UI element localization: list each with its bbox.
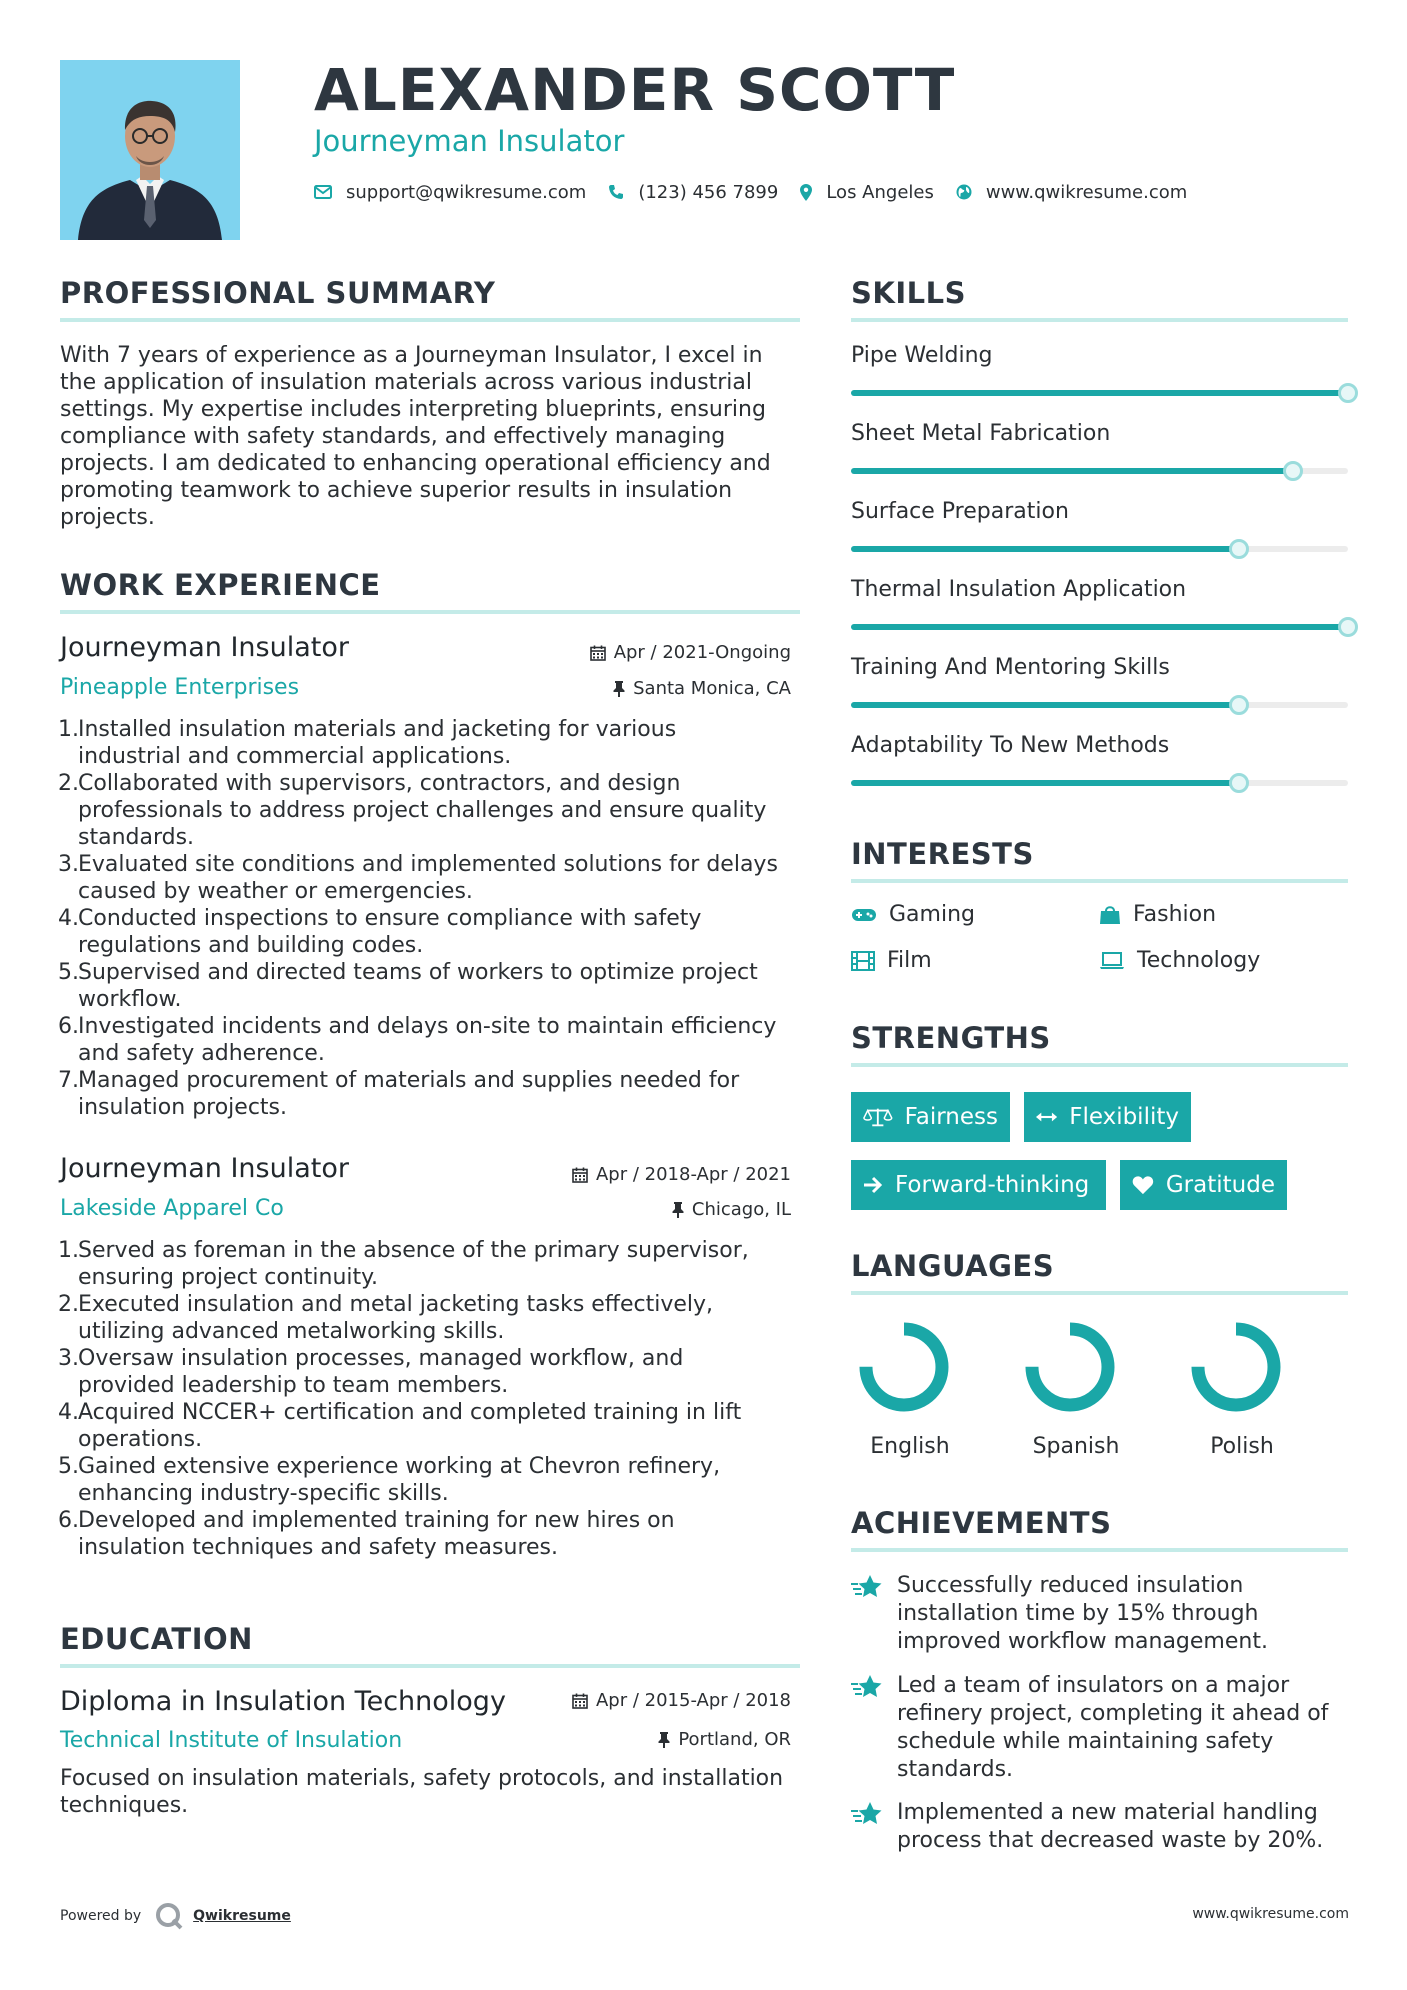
skills-heading: SKILLS [851,276,966,310]
interest-item [1099,902,1216,927]
languages-heading: LANGUAGES [851,1249,1055,1283]
candidate-name: ALEXANDER SCOTT [314,56,956,124]
achievement-item [851,1572,1351,1656]
skill-bar-fill [851,780,1239,786]
summary-line: settings. My expertise includes interpreting blueprints, ensuring [60,397,766,422]
list-item: Gained extensive experience working at Chevron refinery, enhancing industry-specific skills. [78,1454,721,1506]
education-dates-text: Apr / 2015-Apr / 2018 [595,1690,791,1711]
skill-bar [851,624,1348,630]
achievements-divider [851,1548,1348,1552]
laptop-icon [1099,952,1125,970]
list-item: Collaborated with supervisors, contractors, and design professionals to address project challenges and ensure quality standards. [78,771,767,850]
skill-bar [851,546,1348,552]
summary-line: With 7 years of experience as a Journeyman Insulator, I excel in [60,343,763,368]
job-dates [590,642,791,663]
interests-heading: INTERESTS [851,837,1034,871]
achievement-text: Successfully reduced insulation installation time by 15% through improved workflow management. [897,1573,1268,1654]
pushpin-icon [672,1202,684,1218]
job-dates-text: Apr / 2018-Apr / 2021 [595,1164,791,1185]
pushpin-icon [613,681,625,697]
contact-email[interactable] [314,182,586,203]
strength-label: Forward-thinking [895,1172,1090,1198]
list-item: Investigated incidents and delays on-site to maintain efficiency and safety adherence. [78,1014,777,1066]
film-icon [851,951,875,971]
list-item: Supervised and directed teams of workers to optimize project workflow. [78,960,758,1012]
skill-label: Thermal Insulation Application [851,577,1187,602]
interests-divider [851,879,1348,883]
achievement-text: Led a team of insulators on a major refinery project, completing it ahead of schedule while maintaining safety standards. [897,1673,1329,1782]
globe-icon [956,184,972,200]
skill-bar-fill [851,702,1239,708]
list-item: Oversaw insulation processes, managed workflow, and provided leadership to team members. [78,1346,684,1398]
skills-divider [851,318,1348,322]
calendar-icon [590,645,606,661]
education-heading: EDUCATION [60,1622,253,1656]
skill-bar-knob [1229,773,1249,793]
skill-bar-knob [1229,539,1249,559]
summary-line: compliance with safety standards, and effectively managing [60,424,726,449]
job-location-text: Santa Monica, CA [633,678,791,699]
job-dates-text: Apr / 2021-Ongoing [613,642,791,663]
experience-divider [60,610,800,614]
interest-label: Technology [1137,948,1261,973]
contact-bar [314,180,1209,204]
skill-bar-fill [851,390,1348,396]
summary-divider [60,318,800,322]
strength-badge [1120,1160,1287,1210]
skill-bar-knob [1338,383,1358,403]
contact-phone[interactable] [608,182,778,203]
summary-line: the application of insulation materials across various industrial [60,370,752,395]
skill-label: Adaptability To New Methods [851,733,1170,758]
language-label: Polish [1210,1434,1274,1459]
skill-label: Sheet Metal Fabrication [851,421,1111,446]
skill-bar [851,780,1348,786]
education-divider [60,1664,800,1668]
pushpin-icon [658,1732,670,1748]
strength-label: Fairness [904,1104,998,1130]
interest-item [851,902,975,927]
contact-email-text: support@qwikresume.com [346,181,587,203]
calendar-icon [572,1693,588,1709]
job-dates [572,1164,791,1185]
strength-badge [851,1092,1010,1142]
skill-bar [851,702,1348,708]
summary-line: promoting teamwork to achieve superior results in insulation [60,478,733,503]
education-description [60,1765,783,1819]
qwikresume-logo-icon [155,1902,183,1930]
phone-icon [608,184,624,200]
list-item: Installed insulation materials and jacketing for various industrial and commercial applications. [78,717,677,769]
job-location [672,1199,791,1220]
contact-website-text: www.qwikresume.com [985,181,1188,203]
interest-label: Fashion [1133,902,1217,927]
language-label: English [870,1434,950,1459]
job-location [613,678,791,699]
job-responsibilities [60,716,800,1121]
strengths-divider [851,1063,1348,1067]
achievement-text: Implemented a new material handling process that decreased waste by 20%. [897,1800,1324,1853]
profile-photo [60,60,240,240]
gamepad-icon [851,907,877,923]
education-location [658,1729,791,1750]
skill-label: Pipe Welding [851,343,993,368]
powered-by-label: Powered by [60,1908,142,1924]
school-name: Technical Institute of Insulation [60,1728,403,1753]
balance-scale-icon [863,1106,893,1128]
summary-line: projects. I am dedicated to enhancing operational efficiency and [60,451,771,476]
list-item: Conducted inspections to ensure compliance with safety regulations and building codes. [78,906,702,958]
job-title: Journeyman Insulator [60,1153,349,1184]
language-ring [857,1320,951,1414]
strength-label: Gratitude [1165,1172,1275,1198]
job-responsibilities [60,1237,800,1561]
achievement-item [851,1799,1351,1855]
candidate-title: Journeyman Insulator [314,124,625,158]
skill-label: Surface Preparation [851,499,1069,524]
summary-heading: PROFESSIONAL SUMMARY [60,276,496,310]
achievement-item [851,1672,1351,1784]
language-label: Spanish [1032,1434,1120,1459]
brand-link[interactable]: Qwikresume [193,1908,291,1924]
strength-badge [1024,1092,1191,1142]
languages-divider [851,1291,1348,1295]
contact-website[interactable] [956,182,1187,203]
job-location-text: Chicago, IL [691,1199,791,1220]
achievements-heading: ACHIEVEMENTS [851,1506,1112,1540]
language-ring [1189,1320,1283,1414]
list-item: Managed procurement of materials and supplies needed for insulation projects. [78,1068,740,1120]
interest-item [1099,948,1260,973]
star-icon [851,1574,883,1600]
map-pin-icon [800,184,812,201]
list-item: Evaluated site conditions and implemented solutions for delays caused by weather or emergencies. [78,852,778,904]
summary-line: projects. [60,505,155,530]
education-location-text: Portland, OR [678,1729,791,1750]
powered-by [60,1902,291,1930]
arrow-right-icon [863,1176,883,1194]
skill-bar-knob [1283,461,1303,481]
star-icon [851,1801,883,1827]
star-icon [851,1674,883,1700]
skill-bar-fill [851,468,1293,474]
person-portrait-icon [60,60,240,240]
contact-phone-text: (123) 456 7899 [638,181,779,203]
strength-badge [851,1160,1106,1210]
footer-website[interactable]: www.qwikresume.com [1192,1906,1349,1922]
shopping-bag-icon [1099,905,1121,925]
heart-icon [1132,1174,1154,1196]
education-line: Focused on insulation materials, safety protocols, and installation [60,1766,784,1791]
strength-label: Flexibility [1069,1104,1179,1130]
skill-bar-fill [851,546,1239,552]
skill-bar [851,390,1348,396]
skill-bar-fill [851,624,1348,630]
interest-label: Film [887,948,932,973]
interest-item [851,948,932,973]
education-line: techniques. [60,1793,189,1818]
interest-label: Gaming [889,902,975,927]
degree-title: Diploma in Insulation Technology [60,1686,506,1717]
list-item: Served as foreman in the absence of the primary supervisor, ensuring project continuity. [78,1238,749,1290]
skill-label: Training And Mentoring Skills [851,655,1170,680]
list-item: Executed insulation and metal jacketing tasks effectively, utilizing advanced metalworking skills. [78,1292,714,1344]
skill-bar-knob [1338,617,1358,637]
list-item: Acquired NCCER+ certification and completed training in lift operations. [78,1400,742,1452]
skill-bar [851,468,1348,474]
strengths-heading: STRENGTHS [851,1021,1051,1055]
job-company: Lakeside Apparel Co [60,1196,284,1221]
job-company: Pineapple Enterprises [60,675,300,700]
experience-heading: WORK EXPERIENCE [60,568,381,602]
contact-location-text: Los Angeles [826,181,934,203]
contact-location [800,182,934,203]
job-title: Journeyman Insulator [60,632,349,663]
summary-text [60,342,820,531]
language-ring [1023,1320,1117,1414]
education-dates [572,1690,791,1711]
arrows-horizontal-icon [1036,1111,1057,1123]
list-item: Developed and implemented training for new hires on insulation techniques and safety measures. [78,1508,675,1560]
skill-bar-knob [1229,695,1249,715]
envelope-icon [314,185,332,199]
calendar-icon [572,1167,588,1183]
